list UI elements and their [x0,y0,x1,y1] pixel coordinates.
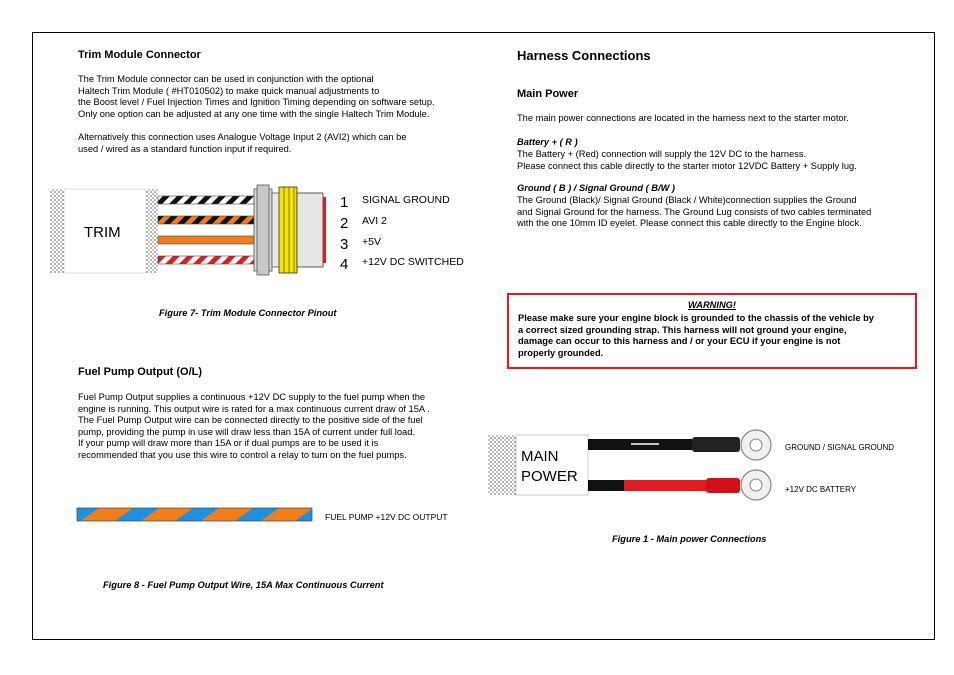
fuel-pump-wire [77,508,312,521]
fuel-heading: Fuel Pump Output (O/L) [78,366,203,378]
warning-title: WARNING! [687,300,737,310]
wire-4-red-white [158,256,254,264]
connector-flange [257,185,269,275]
connector-red-tab [323,197,326,263]
main-power-module-label-area [516,435,588,495]
ground-label: GROUND / SIGNAL GROUND [785,443,895,452]
warning-text [518,313,874,359]
ground-wire-sleeve [692,437,740,452]
main-power-intro [517,113,849,125]
main-power-figure [486,429,906,501]
trim-heading: Trim Module Connector [78,49,201,61]
fuel-paragraph [78,392,430,462]
main-power-subheading: Main Power [517,88,579,100]
figure-7-caption: Figure 7- Trim Module Connector Pinout [159,308,337,318]
fuel-wire-label: FUEL PUMP +12V DC OUTPUT [325,512,448,522]
text-line: engine is running. This output wire is rated for a max continuous current draw of 15A . [78,403,430,414]
figure-1-caption: Figure 1 - Main power Connections [612,534,767,544]
trim-paragraph-2 [78,132,407,155]
trim-connector [254,185,326,275]
battery-text [517,149,857,172]
text-line: Please make sure your engine block is grounded to the chassis of the vehicle by [518,313,874,323]
figure-8-caption: Figure 8 - Fuel Pump Output Wire, 15A Max Continuous Current [103,580,384,590]
wire-2-orange-black [158,216,254,224]
text-line: If your pump will draw more than 15A or if dual pumps are to be used it is [78,438,379,449]
trim-connector-figure [50,183,480,278]
trim-wires [158,196,254,264]
wire-1-black-white [158,196,254,204]
text-line: the Boost level / Fuel Injection Times and Ignition Timing depending on software setup. [78,97,435,108]
fuel-wire-figure [76,506,456,526]
text-line: The Fuel Pump Output wire can be connected directly to the positive side of the fuel [78,415,423,426]
text-line: and Signal Ground for the harness. The Ground Lug consists of two cables terminated [517,206,872,217]
pin-3-label: +5V [362,236,381,248]
text-line: pump, providing the pump in use will draw less than 15A of current under full load. [78,426,415,437]
wire-3-orange [158,236,254,244]
pin-2-number: 2 [340,215,349,232]
battery-label: +12V DC BATTERY [785,485,857,494]
text-line: damage can occur to this harness and / or your ECU if your engine is not [518,336,841,347]
text-line: Alternatively this connection uses Analogue Voltage Input 2 (AVI2) which can be [78,132,407,142]
warning-box [507,293,917,369]
text-line: a correct sized grounding strap. This harness will not ground your engine, [518,324,847,335]
trim-paragraph-1 [78,74,435,120]
trim-module-grip [146,189,158,273]
pin-4-label: +12V DC SWITCHED [362,256,464,268]
battery-wire [624,480,706,491]
ground-text [517,195,871,230]
text-line: recommended that you use this wire to control a relay to turn on the fuel pumps. [78,449,407,460]
pin-1-number: 1 [340,194,349,211]
text-line: The Battery + (Red) connection will supply the 12V DC to the harness. [517,149,807,159]
battery-title: Battery + ( R ) [517,137,578,147]
text-line: Only one option can be adjusted at any one time with the single Haltech Trim Module. [78,108,430,119]
text-line: Fuel Pump Output supplies a continuous +12V DC supply to the fuel pump when the [78,392,426,402]
text-line: with the one 10mm ID eyelet. Please connect this cable directly to the Engine block. [517,218,862,229]
connector-housing [297,193,323,267]
battery-wire-sleeve [706,478,740,493]
main-power-label-line2: POWER [521,468,578,485]
text-line: The main power connections are located in the harness next to the starter motor. [517,113,849,123]
text-line: The Trim Module connector can be used in conjunction with the optional [78,74,374,84]
pin-2-label: AVI 2 [362,215,387,227]
text-line: properly grounded. [518,347,604,358]
trim-pin-labels [340,194,464,273]
battery-wire-black-section [588,480,624,491]
text-line: used / wired as a standard function input if required. [78,143,292,154]
pin-1-label: SIGNAL GROUND [362,194,450,206]
trim-module-label: TRIM [84,224,121,241]
main-power-label-line1: MAIN [521,448,559,465]
text-line: Please connect this cable directly to the starter motor 12VDC Battery + Supply lug. [517,160,857,171]
harness-heading: Harness Connections [517,48,651,63]
pin-3-number: 3 [340,236,349,253]
text-line: The Ground (Black)/ Signal Ground (Black / White)connection supplies the Ground [517,195,857,205]
ground-title: Ground ( B ) / Signal Ground ( B/W ) [517,183,676,193]
text-line: Haltech Trim Module ( #HT010502) to make quick manual adjustments to [78,85,380,96]
pin-4-number: 4 [340,256,349,273]
